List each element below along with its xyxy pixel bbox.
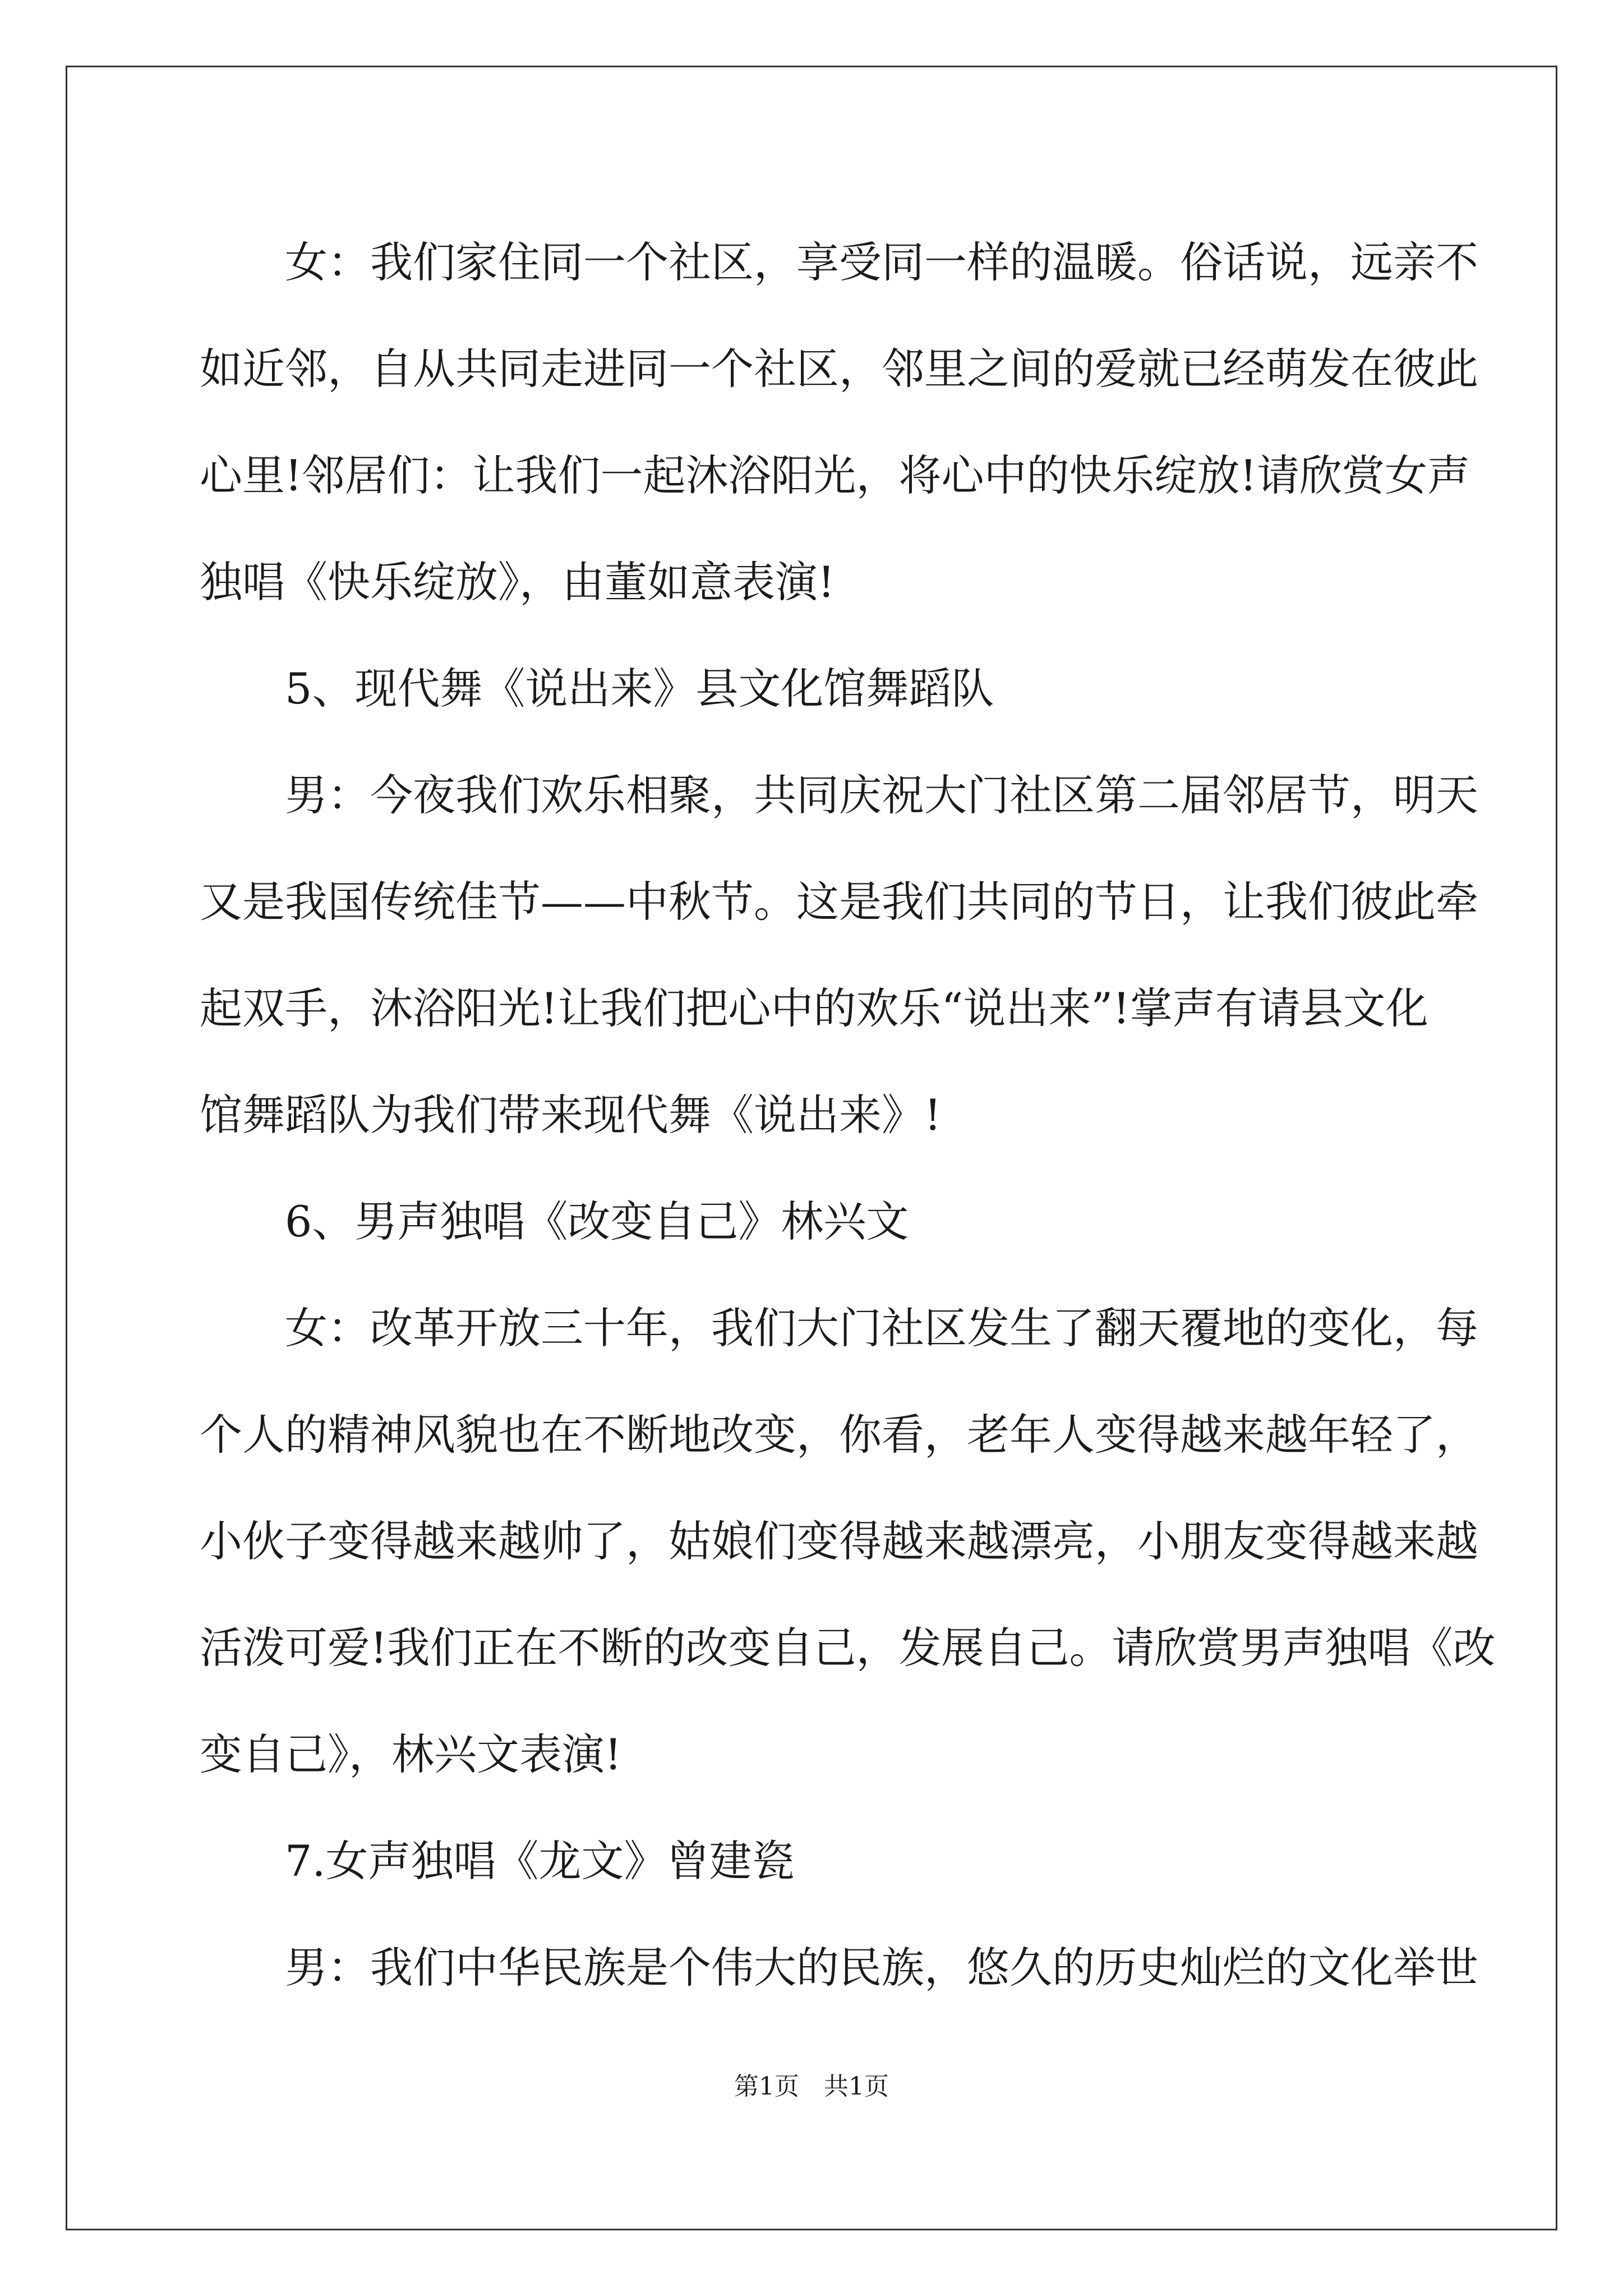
text-line: 活泼可爱!我们正在不断的改变自己，发展自己。请欣赏男声独唱《改 bbox=[200, 1623, 1496, 1673]
document-body bbox=[200, 209, 1496, 2021]
text-line: 馆舞蹈队为我们带来现代舞《说出来》! bbox=[200, 1090, 942, 1140]
text-line: 心里!邻居们：让我们一起沐浴阳光，将心中的快乐绽放!请欣赏女声 bbox=[200, 450, 1470, 500]
text-line: 如近邻，自从共同走进同一个社区，邻里之间的爱就已经萌发在彼此 bbox=[200, 344, 1478, 394]
text-line: 男：我们中华民族是个伟大的民族，悠久的历史灿烂的文化举世 bbox=[285, 1943, 1478, 1993]
text-line: 独唱《快乐绽放》，由董如意表演! bbox=[200, 557, 835, 607]
text-line: 女：改革开放三十年，我们大门社区发生了翻天覆地的变化，每 bbox=[285, 1303, 1478, 1353]
text-line: 变自己》，林兴文表演! bbox=[200, 1729, 622, 1779]
program-item-heading: 7.女声独唱《龙文》曾建瓷 bbox=[285, 1836, 795, 1886]
page-number-footer: 第1页 共1页 bbox=[734, 2072, 889, 2101]
text-line: 女：我们家住同一个社区，享受同一样的温暖。俗话说，远亲不 bbox=[285, 237, 1478, 287]
text-line: 又是我国传统佳节——中秋节。这是我们共同的节日，让我们彼此牵 bbox=[200, 877, 1478, 927]
text-line: 个人的精神风貌也在不断地改变，你看，老年人变得越来越年轻了， bbox=[200, 1410, 1478, 1460]
text-line: 男：今夜我们欢乐相聚，共同庆祝大门社区第二届邻居节，明天 bbox=[285, 770, 1478, 820]
program-item-heading: 5、现代舞《说出来》县文化馆舞蹈队 bbox=[285, 664, 994, 714]
program-item-heading: 6、男声独唱《改变自己》林兴文 bbox=[285, 1197, 909, 1246]
text-line: 起双手，沐浴阳光!让我们把心中的欢乐“说出来”!掌声有请县文化 bbox=[200, 983, 1428, 1033]
text-line: 小伙子变得越来越帅了，姑娘们变得越来越漂亮，小朋友变得越来越 bbox=[200, 1516, 1478, 1566]
